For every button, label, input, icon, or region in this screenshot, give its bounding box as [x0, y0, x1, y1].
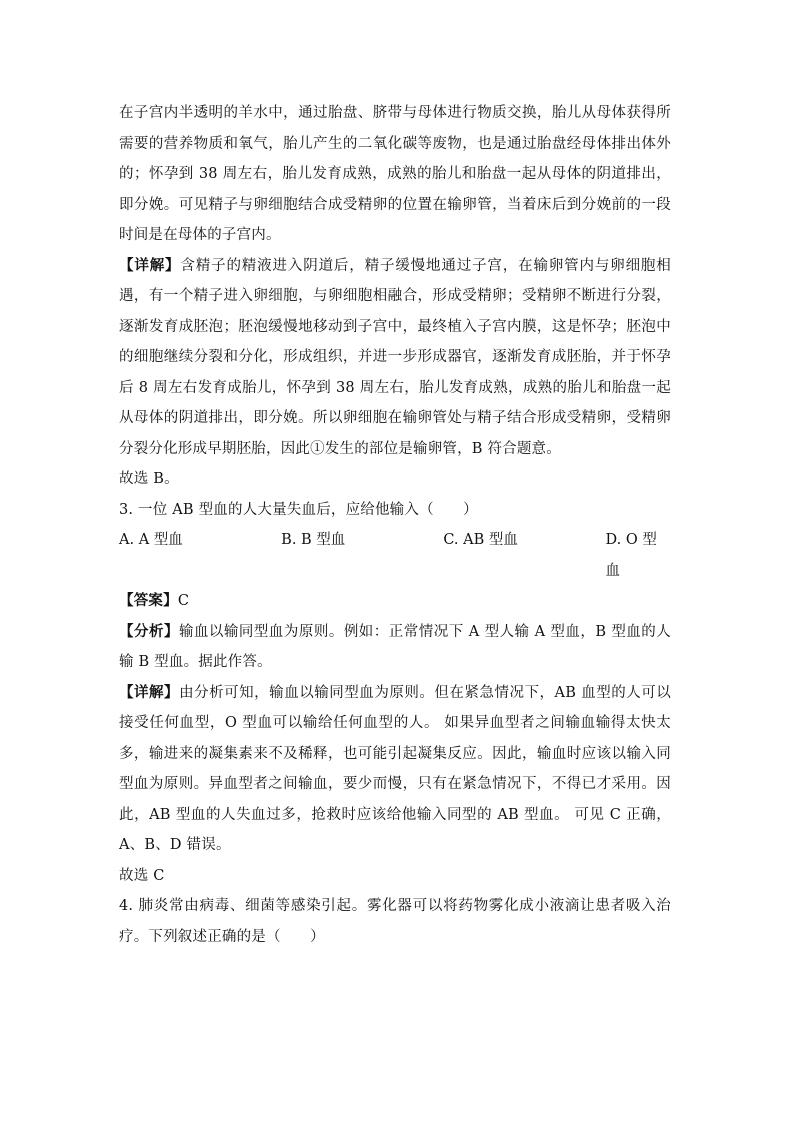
q3-option-b: B. B 型血: [281, 532, 346, 548]
q3-answer-tag: 【答案】: [119, 592, 178, 609]
q4-question: 4. 肺炎常由病毒、细菌等感染引起。雾化器可以将药物雾化成小液滴让患者吸入治疗。下列叙述正确的是（ ）: [119, 898, 671, 945]
q3-detail-tag: 【详解】: [119, 683, 180, 701]
q3-analysis: [119, 617, 671, 678]
q3-answer: [119, 586, 671, 617]
q2-detail-tag: 【详解】: [119, 256, 181, 274]
q3-option-c: C. AB 型血: [443, 532, 518, 548]
q3-question: 3. 一位 AB 型血的人大量失血后，应给他输入（ ）: [119, 501, 478, 518]
q3-option-a: A. A 型血: [119, 532, 183, 548]
q3-analysis-text: 输血以输同型血为原则。例如：正常情况下 A 型人输 A 型血，B 型血的人输 B 型血。据此作答。: [119, 623, 671, 670]
q3-answer-value: C: [177, 593, 190, 609]
q3-analysis-tag: 【分析】: [119, 622, 179, 640]
q2-detail-text: 含精子的精液进入阴道后，精子缓慢地通过子宫，在输卵管内与卵细胞相遇，有一个精子进入卵细胞，与卵细胞相融合，形成受精卵；受精卵不断进行分裂，逐渐发育成胚泡；胚泡缓慢地移动到子宫中，最终植入子宫内膜，这是怀孕；胚泡中的细胞继续分裂和分化，形成组织，并进一步形成器官，逐渐发育成胚胎，并于怀孕后 8 周左右发育成胎儿，怀孕到 38 周左右，胎儿发育成熟，成熟的胎儿和胎盘一起从母体的阴道排出，即分娩。所以卵细胞在输卵管处与精子结合形成受精卵，受精卵分裂分化形成早期胚胎，因此①发生的部位是输卵管，B 符合题意。: [119, 257, 671, 457]
q3-conclusion: 故选 C: [119, 867, 165, 884]
document-page: [119, 98, 671, 952]
q2-conclusion: 故选 B。: [119, 471, 179, 487]
q3-options: [119, 525, 671, 586]
q2-detail-paragraph: [119, 251, 671, 465]
q3-option-d: D. O 型血: [605, 532, 657, 579]
intro-paragraph: 在子宫内半透明的羊水中，通过胎盘、脐带与母体进行物质交换，胎儿从母体获得所需要的营养物质和氧气，胎儿产生的二氧化碳等废物，也是通过胎盘经母体排出体外的；怀孕到 38 周左右，胎儿发育成熟，成熟的胎儿和胎盘一起从母体的阴道排出，即分娩。可见精子与卵细胞结合成受精卵的位置在输卵管，当着床后到分娩前的一段时间是在母体的子宫内。: [119, 105, 671, 243]
q3-detail: [119, 678, 671, 861]
q3-detail-text: 由分析可知，输血以输同型血为原则。但在紧急情况下，AB 血型的人可以接受任何血型，O 型血可以输给任何血型的人。 如果异血型者之间输血输得太快太多，输进来的凝集素来不及稀释，也可能引起凝集反应。因此，输血时应该以输入同型血为原则。异血型者之间输血，要少而慢，只有在紧急情况下，不得已才采用。因此，AB 型血的人失血过多，抢救时应该给他输入同型的 AB 型血。 可见 C 正确，A、B、D 错误。: [119, 684, 671, 853]
